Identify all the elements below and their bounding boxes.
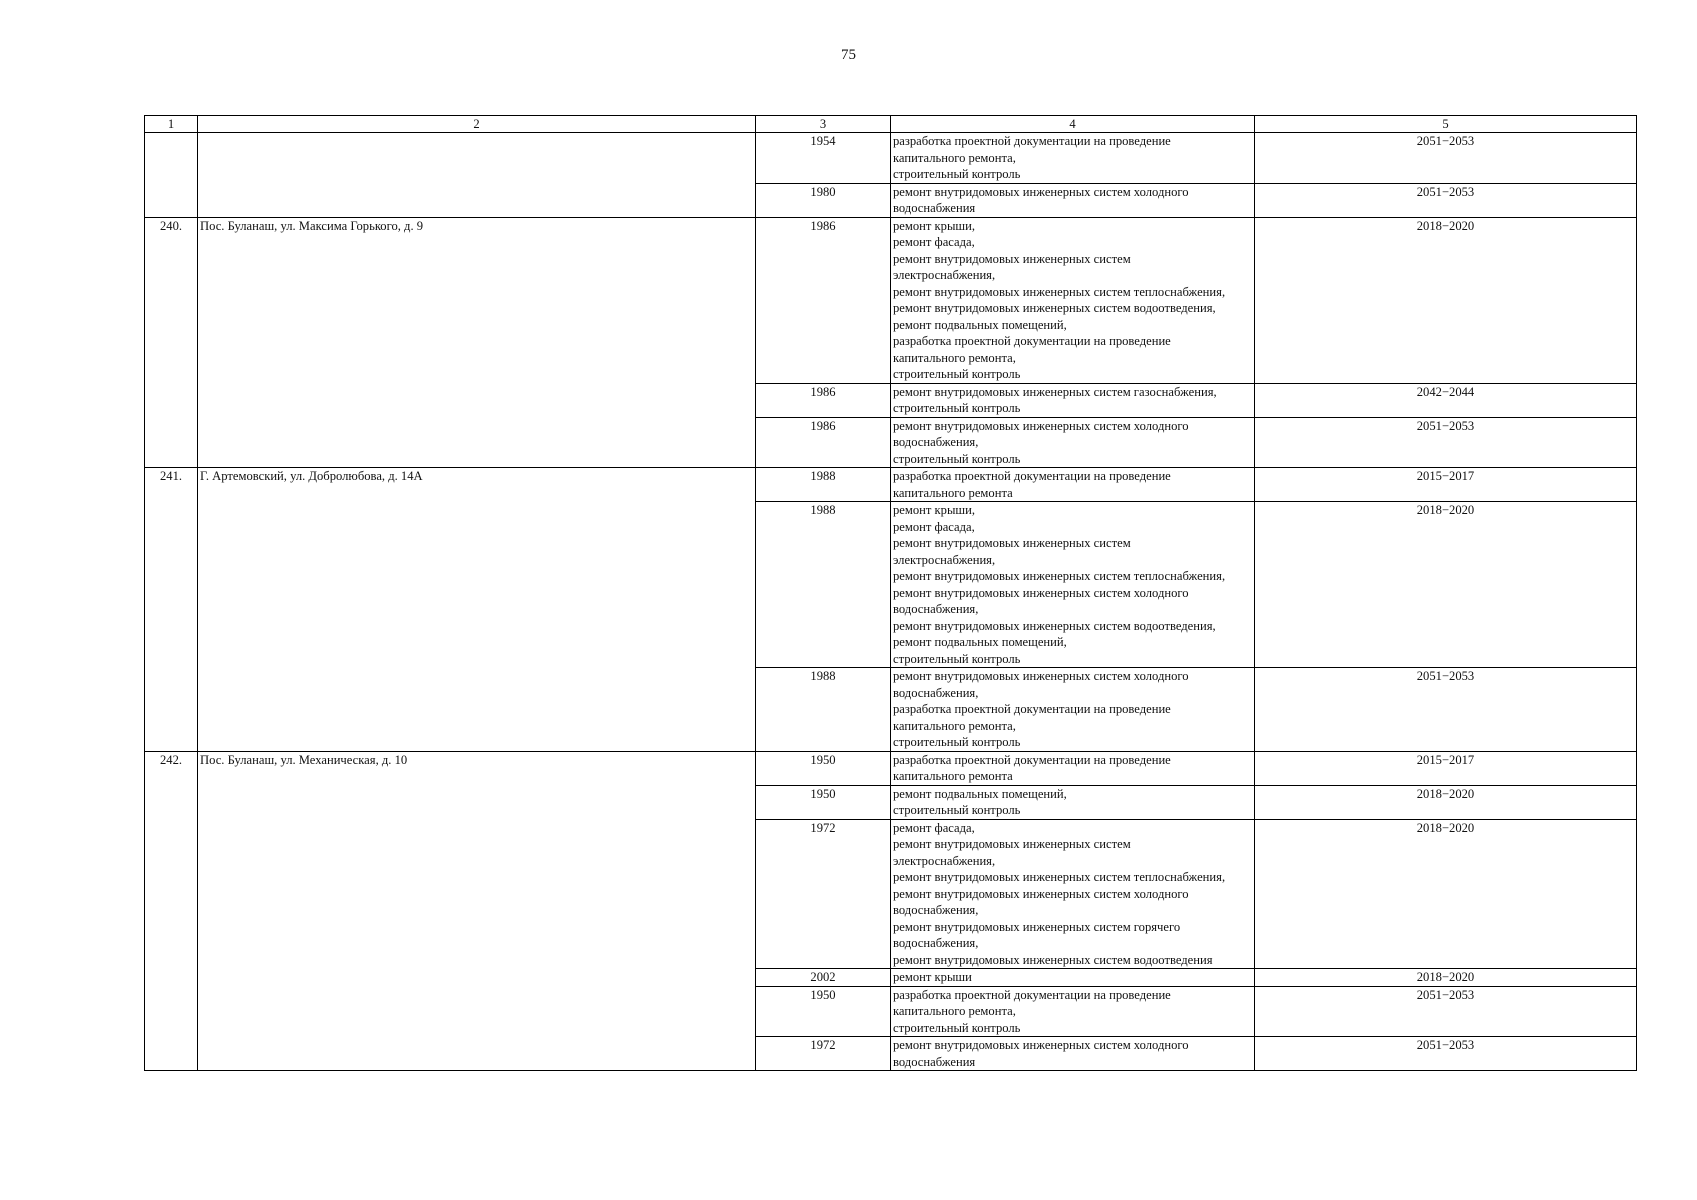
- table-row: [145, 468, 1637, 502]
- works-cell: ремонт крыши: [891, 969, 1255, 987]
- year-cell: 1980: [756, 183, 891, 217]
- year-cell: 1986: [756, 383, 891, 417]
- period-cell: 2018−2020: [1255, 969, 1637, 987]
- year-cell: 1988: [756, 502, 891, 668]
- period-cell: 2018−2020: [1255, 217, 1637, 383]
- object-number-cell: 241.: [145, 468, 198, 752]
- period-cell: 2051−2053: [1255, 668, 1637, 752]
- table-row: [145, 217, 1637, 383]
- works-cell: разработка проектной документации на проведение капитального ремонта: [891, 468, 1255, 502]
- capital-repair-table: [144, 115, 1637, 1071]
- works-cell: разработка проектной документации на проведение капитального ремонта, строительный контроль: [891, 133, 1255, 184]
- object-number-cell: [145, 133, 198, 218]
- period-cell: 2051−2053: [1255, 1037, 1637, 1071]
- column-header: 2: [198, 116, 756, 133]
- period-cell: 2051−2053: [1255, 133, 1637, 184]
- year-cell: 2002: [756, 969, 891, 987]
- address-cell: Пос. Буланаш, ул. Механическая, д. 10: [198, 751, 756, 1071]
- works-cell: ремонт крыши, ремонт фасада, ремонт внутридомовых инженерных систем электроснабжения, ремонт внутридомовых инженерных систем теплоснабжения, ремонт внутридомовых инженерных систем холодного водоснабжения, ремонт внутридомовых инженерных систем водоотведения, ремонт подвальных помещений, строительный контроль: [891, 502, 1255, 668]
- period-cell: 2015−2017: [1255, 468, 1637, 502]
- period-cell: 2051−2053: [1255, 417, 1637, 468]
- year-cell: 1986: [756, 417, 891, 468]
- period-cell: 2018−2020: [1255, 785, 1637, 819]
- period-cell: 2015−2017: [1255, 751, 1637, 785]
- works-cell: ремонт внутридомовых инженерных систем холодного водоснабжения, разработка проектной документации на проведение капитального ремонта, строительный контроль: [891, 668, 1255, 752]
- year-cell: 1950: [756, 785, 891, 819]
- period-cell: 2051−2053: [1255, 986, 1637, 1037]
- period-cell: 2042−2044: [1255, 383, 1637, 417]
- table-body: [145, 133, 1637, 1071]
- year-cell: 1954: [756, 133, 891, 184]
- table-row: [145, 133, 1637, 184]
- table-header-row: [145, 116, 1637, 133]
- works-cell: ремонт внутридомовых инженерных систем холодного водоснабжения: [891, 1037, 1255, 1071]
- object-number-cell: 240.: [145, 217, 198, 468]
- address-cell: Пос. Буланаш, ул. Максима Горького, д. 9: [198, 217, 756, 468]
- year-cell: 1972: [756, 1037, 891, 1071]
- column-header: 4: [891, 116, 1255, 133]
- column-header: 5: [1255, 116, 1637, 133]
- address-cell: [198, 133, 756, 218]
- column-header: 3: [756, 116, 891, 133]
- column-header: 1: [145, 116, 198, 133]
- year-cell: 1950: [756, 986, 891, 1037]
- year-cell: 1988: [756, 668, 891, 752]
- works-cell: ремонт крыши, ремонт фасада, ремонт внутридомовых инженерных систем электроснабжения, ремонт внутридомовых инженерных систем теплоснабжения, ремонт внутридомовых инженерных систем водоотведения, ремонт подвальных помещений, разработка проектной документации на проведение капитального ремонта, строительный контроль: [891, 217, 1255, 383]
- object-number-cell: 242.: [145, 751, 198, 1071]
- works-cell: ремонт внутридомовых инженерных систем газоснабжения, строительный контроль: [891, 383, 1255, 417]
- works-cell: разработка проектной документации на проведение капитального ремонта: [891, 751, 1255, 785]
- works-cell: ремонт фасада, ремонт внутридомовых инженерных систем электроснабжения, ремонт внутридомовых инженерных систем теплоснабжения, ремонт внутридомовых инженерных систем холодного водоснабжения, ремонт внутридомовых инженерных систем горячего водоснабжения, ремонт внутридомовых инженерных систем водоотведения: [891, 819, 1255, 969]
- period-cell: 2051−2053: [1255, 183, 1637, 217]
- year-cell: 1988: [756, 468, 891, 502]
- address-cell: Г. Артемовский, ул. Добролюбова, д. 14А: [198, 468, 756, 752]
- page-number: 75: [841, 47, 856, 63]
- table-row: [145, 751, 1637, 785]
- works-cell: ремонт внутридомовых инженерных систем холодного водоснабжения: [891, 183, 1255, 217]
- works-cell: ремонт подвальных помещений, строительный контроль: [891, 785, 1255, 819]
- year-cell: 1950: [756, 751, 891, 785]
- period-cell: 2018−2020: [1255, 819, 1637, 969]
- works-cell: разработка проектной документации на проведение капитального ремонта, строительный контроль: [891, 986, 1255, 1037]
- period-cell: 2018−2020: [1255, 502, 1637, 668]
- year-cell: 1972: [756, 819, 891, 969]
- works-cell: ремонт внутридомовых инженерных систем холодного водоснабжения, строительный контроль: [891, 417, 1255, 468]
- year-cell: 1986: [756, 217, 891, 383]
